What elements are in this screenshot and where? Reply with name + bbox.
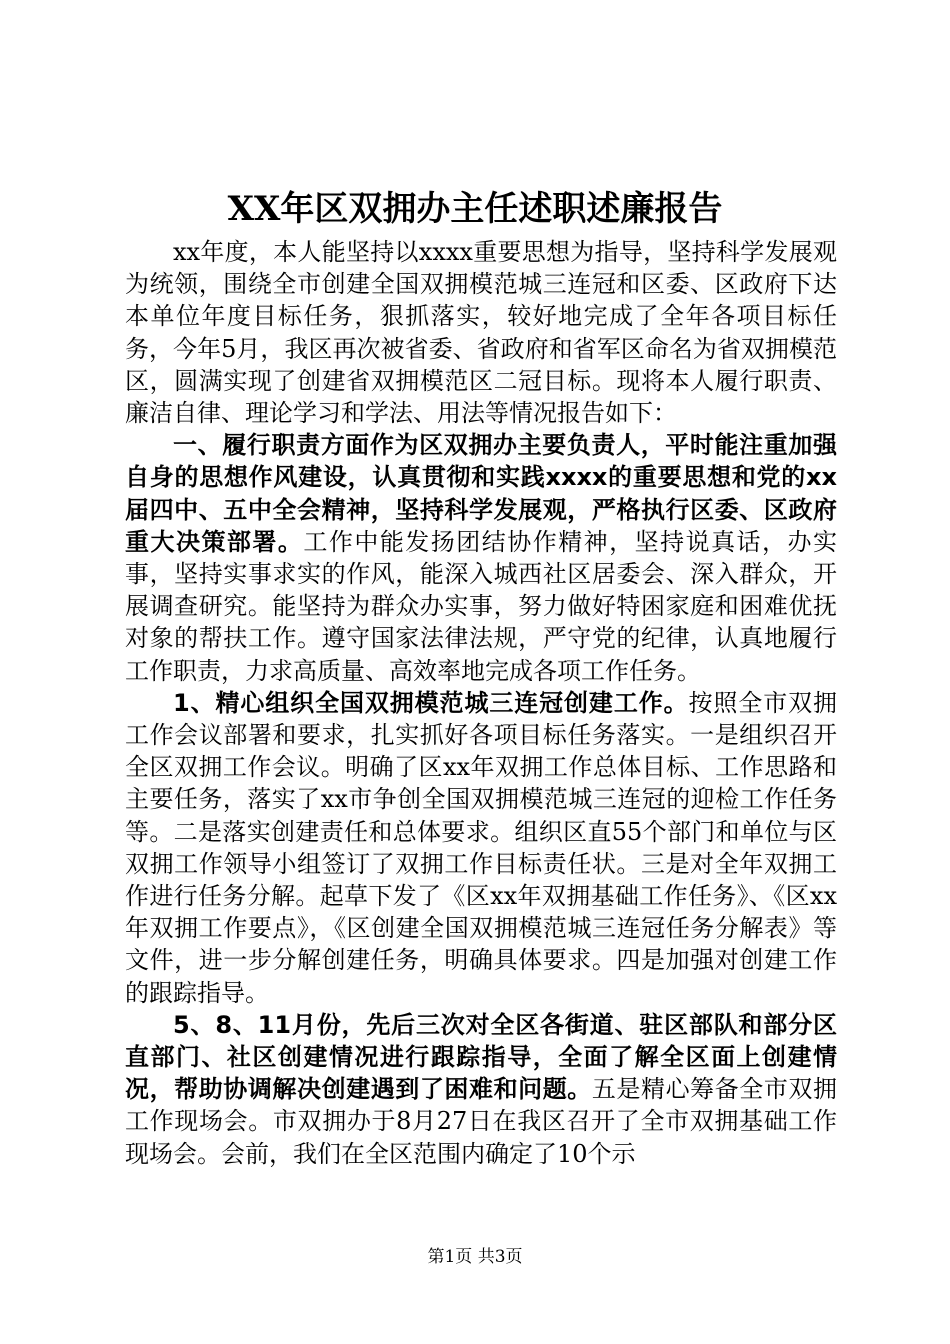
paragraph-text: 五是精心筹备全市双拥工作现场会。市双拥办于8月27日在我区召开了全市双拥基础工作现场会。会前，我们在全区范围内确定了10个示 [125, 1075, 838, 1168]
paragraph-text: 按照全市双拥工作会议部署和要求，扎实抓好各项目标任务落实。一是组织召开全区双拥工作会议。明确了区xx年双拥工作总体目标、工作思路和主要任务，落实了xx市争创全国双拥模范城三连冠的迎检工作任务等。二是落实创建责任和总体要求。组织区直55个部门和单位与区双拥工作领导小组签订了双拥工作目标责任状。三是对全年双拥工作进行任务分解。起草下发了《区xx年双拥基础工作任务》、《区xx年双拥工作要点》，《区创建全国双拥模范城三连冠任务分解表》等文件，进一步分解创建任务，明确具体要求。四是加强对创建工作的跟踪指导。 [125, 688, 837, 1007]
document-body [125, 236, 837, 1170]
paragraph-lead: 5、8、11月份，先后三次对全区各街道、驻区部队和部分区直部门、社区创建情况进行跟踪指导，全面了解全区面上创建情况，帮助协调解决创建遇到了困难和问题。 [125, 1010, 837, 1104]
paragraph-intro [125, 236, 837, 429]
page-number-footer: 第1页 共3页 [427, 1247, 523, 1267]
paragraph-lead: 一、履行职责方面作为区双拥办主要负责人，平时能注重加强自身的思想作风建设，认真贯彻和实践xxxx的重要思想和党的xx届四中、五中全会精神，坚持科学发展观，严格执行区委、区政府重大决策部署。 [125, 431, 837, 556]
paragraph-text: xx年度，本人能坚持以xxxx重要思想为指导，坚持科学发展观为统领，围绕全市创建全国双拥模范城三连冠和区委、区政府下达本单位年度目标任务，狠抓落实，较好地完成了全年各项目标任务，今年5月，我区再次被省委、省政府和省军区命名为省双拥模范区，圆满实现了创建省双拥模范区二冠目标。现将本人履行职责、廉洁自律、理论学习和学法、用法等情况报告如下： [125, 238, 837, 428]
paragraph-item-2 [125, 1009, 837, 1170]
paragraph-item-1 [125, 687, 837, 1009]
paragraph-text: 工作中能发扬团结协作精神，坚持说真话，办实事，坚持实事求实的作风，能深入城西社区居委会、深入群众，开展调查研究。能坚持为群众办实事，努力做好特困家庭和困难优抚对象的帮扶工作。遵守国家法律法规，严守党的纪律，认真地履行工作职责，力求高质量、高效率地完成各项工作任务。 [125, 527, 838, 685]
document-title: XX年区双拥办主任述职述廉报告 [227, 189, 723, 229]
paragraph-duties [125, 429, 837, 687]
paragraph-lead: 1、精心组织全国双拥模范城三连冠创建工作。 [173, 688, 689, 717]
